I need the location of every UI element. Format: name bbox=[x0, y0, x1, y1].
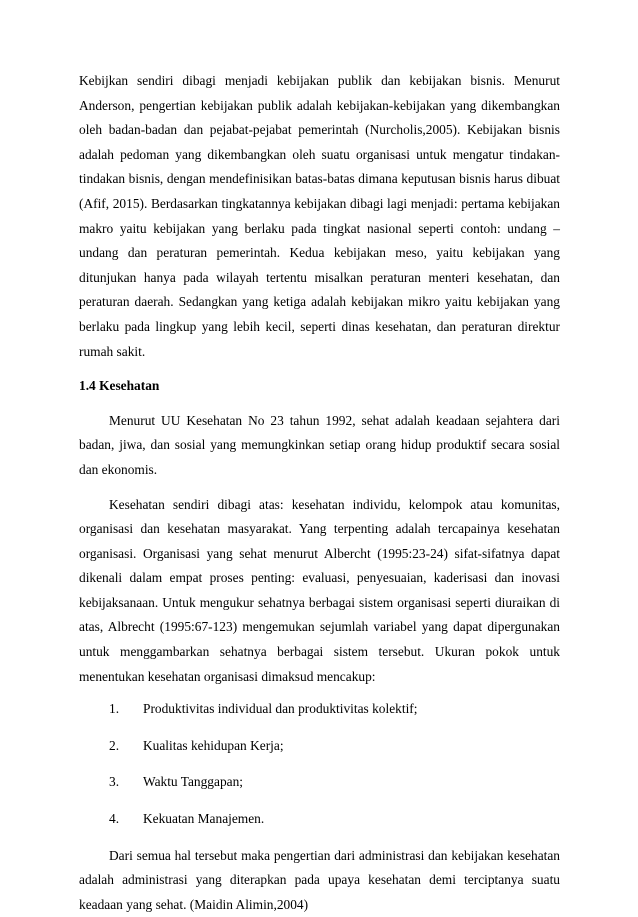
list-number: 2. bbox=[109, 737, 120, 753]
list-text: Produktivitas individual dan produktivitas kolektif; bbox=[143, 701, 418, 717]
list-number: 3. bbox=[109, 774, 120, 790]
list-text: Kekuatan Manajemen. bbox=[143, 811, 265, 827]
list-text: Kualitas kehidupan Kerja; bbox=[143, 737, 284, 753]
ukuran-list bbox=[79, 697, 560, 831]
paragraph-kesimpulan: Dari semua hal tersebut maka pengertian dari administrasi dan kebijakan kesehatan adalah administrasi yang diterapkan pada upaya kesehatan demi terciptanya suatu keadaan yang sehat. (Maidin Alimin,2004) bbox=[79, 847, 560, 912]
list-item bbox=[79, 807, 560, 832]
paragraph-kebijakan: Kebijkan sendiri dibagi menjadi kebijakan publik dan kebijakan bisnis. Menurut Anderson, pengertian kebijakan publik adalah kebijakan-kebijakan yang dikembangkan oleh badan-badan dan pejabat-pejabat pemerintah (Nurcholis,2005). Kebijakan bisnis adalah pedoman yang dikembangkan oleh suatu organisasi untuk mengatur tindakan-tindakan bisnis, dengan mendefinisikan batas-batas dimana keputusan bisnis harus dibuat (Afif, 2015). Berdasarkan tingkatannya kebijakan dibagi lagi menjadi: pertama kebijakan makro yaitu kebijakan yang berlaku pada tingkat nasional seperti contoh: undang – undang dan peraturan pemerintah. Kedua kebijakan meso, yaitu kebijakan yang ditunjukan hanya pada wilayah tertentu misalkan peraturan menteri kesehatan, dan peraturan daerah. Sedangkan yang ketiga adalah kebijakan mikro yaitu kebijakan yang berlaku pada lingkup yang lebih kecil, seperti dinas kesehatan, dan peraturan direktur rumah sakit. bbox=[79, 73, 560, 359]
list-item bbox=[79, 734, 560, 759]
list-text: Waktu Tanggapan; bbox=[143, 774, 243, 790]
list-item bbox=[79, 697, 560, 722]
list-item bbox=[79, 770, 560, 795]
list-number: 1. bbox=[109, 701, 120, 717]
list-number: 4. bbox=[109, 811, 120, 827]
paragraph-definisi-sehat: Menurut UU Kesehatan No 23 tahun 1992, sehat adalah keadaan sejahtera dari badan, jiwa, dan sosial yang memungkinkan setiap orang hidup produktif secara sosial dan ekonomis. bbox=[79, 412, 560, 477]
section-heading: 1.4 Kesehatan bbox=[79, 378, 160, 394]
paragraph-kesehatan-organisasi: Kesehatan sendiri dibagi atas: kesehatan individu, kelompok atau komunitas, organisasi dan kesehatan masyarakat. Yang terpenting adalah tercapainya kesehatan organisasi. Organisasi yang sehat menurut Albercht (1995:23-24) sifat-sifatnya dapat dikenali dalam empat proses penting: evaluasi, penyesuaian, kaderisasi dan inovasi kebijaksanaan. Untuk mengukur sehatnya berbagai sistem organisasi seperti diuraikan di atas, Albrecht (1995:67-123) mengemukan sejumlah variabel yang dapat dipergunakan untuk menggambarkan sehatnya berbagai sistem tersebut. Ukuran pokok untuk menentukan kesehatan organisasi dimaksud mencakup: bbox=[79, 496, 560, 684]
